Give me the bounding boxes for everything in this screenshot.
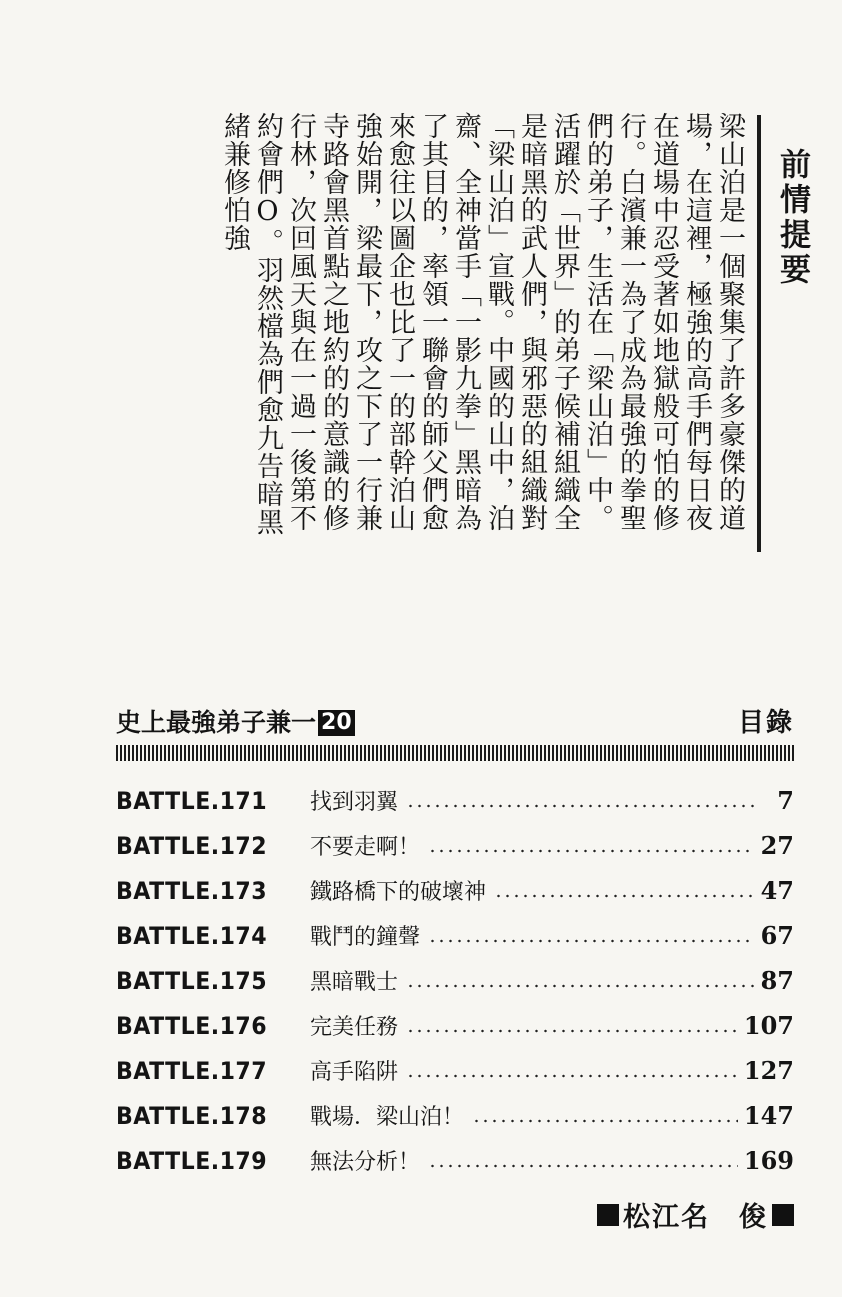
synopsis-block (62, 112, 746, 542)
toc-entry-title: 不要走啊！ (310, 835, 421, 860)
toc-entry-page: 147 (743, 1101, 794, 1130)
toc-entry-page: 7 (777, 786, 794, 815)
toc-entry-page: 107 (743, 1011, 794, 1040)
toc-entry[interactable] (116, 1093, 794, 1138)
toc-entry-page: 169 (743, 1146, 794, 1175)
toc-entry[interactable] (116, 1048, 794, 1093)
toc-entry[interactable] (116, 778, 794, 823)
series-title: 史上最強弟子兼一 (116, 708, 317, 737)
toc-entry-title: 無法分析！ (310, 1150, 421, 1175)
toc-entry-battle: BATTLE.179 (116, 1146, 268, 1175)
toc-entry-page: 27 (760, 831, 794, 860)
toc-entry-battle: BATTLE.174 (116, 921, 268, 950)
toc-entry-page: 87 (760, 966, 794, 995)
toc-leader-dots (406, 803, 758, 809)
toc-entry-battle: BATTLE.176 (116, 1011, 268, 1040)
toc-entry-battle: BATTLE.172 (116, 831, 268, 860)
toc-entry-battle: BATTLE.177 (116, 1056, 268, 1085)
toc-entry-battle: BATTLE.178 (116, 1101, 268, 1130)
toc-entry[interactable] (116, 823, 794, 868)
author-name: 松江名 俊 (623, 1202, 768, 1233)
toc-entry-title: 高手陷阱 (310, 1060, 399, 1085)
toc-entry[interactable] (116, 913, 794, 958)
square-bullet-icon (772, 1204, 794, 1226)
toc-entry-title: 黑暗戰士 (310, 970, 399, 995)
toc-entry-page: 127 (743, 1056, 794, 1085)
toc-entry-battle: BATTLE.175 (116, 966, 268, 995)
toc-leader-dots (428, 938, 755, 944)
toc-entry-page: 67 (760, 921, 794, 950)
volume-badge: 20 (318, 710, 355, 736)
toc-leader-dots (428, 1163, 738, 1169)
toc-entry-battle: BATTLE.173 (116, 876, 268, 905)
hatched-divider (116, 745, 794, 761)
toc-leader-dots (494, 893, 755, 899)
contents-label: 目錄 (737, 708, 794, 738)
synopsis-divider (757, 115, 761, 552)
series-title-group (116, 706, 355, 740)
toc-entry-page: 47 (760, 876, 794, 905)
contents-header (116, 706, 794, 742)
toc-entry-title: 戰鬥的鐘聲 (310, 925, 421, 950)
toc-entry-title: 完美任務 (310, 1015, 399, 1040)
toc-leader-dots (472, 1118, 738, 1124)
contents-list (116, 778, 794, 1183)
toc-entry-title: 鐵路橋下的破壞神 (310, 880, 487, 905)
toc-entry-battle: BATTLE.171 (116, 786, 268, 815)
toc-entry[interactable] (116, 958, 794, 1003)
toc-leader-dots (406, 983, 755, 989)
toc-entry-title: 戰場．梁山泊！ (310, 1105, 465, 1130)
synopsis-text: 梁山泊是一個聚集了許多豪傑的道場，在這裡，極強的高手們每日夜在道場中忍受著如地獄般可怕的修行。白濱兼一為了成為最強的拳聖們的弟子，生活在「梁山泊」中。活躍於「世界」的弟子候補組織全是暗黑的武人們，與邪惡的組織對「梁山泊」宣戰。中國的山中，泊齋、全神當手「一影九拳」黑暗為了其目的，率領一聯會的師父們愈來愈往以圖企也比了一的部幹泊山強始開，梁最下，攻之下了一行兼寺路會黑首點之地約的的意識的修行林，次回風天與在一過一後第不約會們O。羽然檔為們愈九告暗黑緒兼修怕強 (219, 112, 745, 536)
toc-leader-dots (406, 1028, 738, 1034)
toc-entry[interactable] (116, 1003, 794, 1048)
square-bullet-icon (597, 1204, 619, 1226)
toc-entry[interactable] (116, 868, 794, 913)
author-credit (597, 1195, 794, 1234)
toc-leader-dots (428, 848, 755, 854)
toc-entry-title: 找到羽翼 (310, 790, 399, 815)
synopsis-title: 前情提要 (774, 148, 810, 288)
toc-entry[interactable] (116, 1138, 794, 1183)
toc-leader-dots (406, 1073, 738, 1079)
